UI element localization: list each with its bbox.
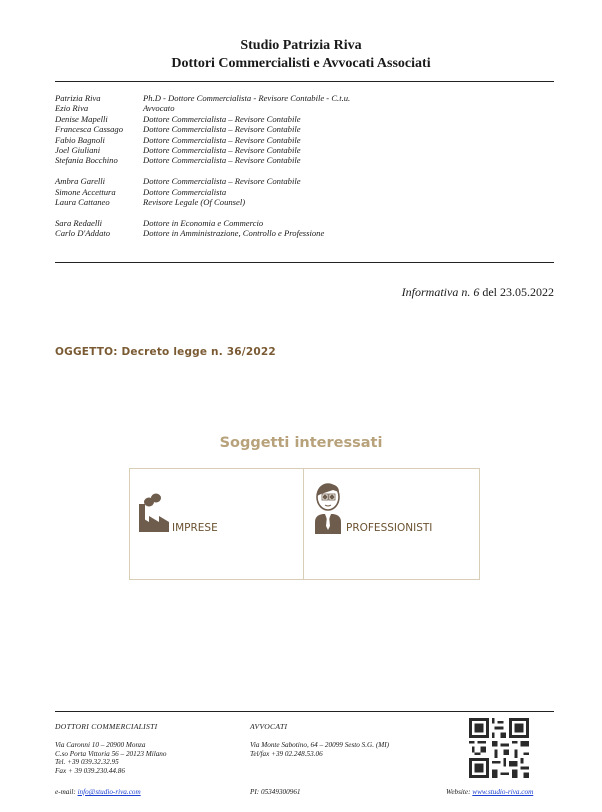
interested-parties-title: Soggetti interessati — [219, 435, 383, 451]
panel-divider — [303, 468, 304, 580]
staff-row: Patrizia Riva Ph.D - Dottore Commercialista - Revisore Contabile - C.t.u. — [55, 93, 351, 103]
factory-icon — [137, 492, 171, 534]
informativa-number: Informativa n. 6 — [401, 285, 480, 299]
staff-row: Francesca Cassago Dottore Commercialista – Revisore Contabile — [55, 124, 301, 135]
staff-row: Ezio Riva Avvocato — [55, 103, 175, 114]
staff-row: Ambra Garelli Dottore Commercialista – Revisore Contabile — [55, 176, 301, 187]
staff-row: Stefania Bocchino Dottore Commercialista – Revisore Contabile — [55, 155, 301, 166]
footer-avvocati-heading: AVVOCATI — [250, 722, 288, 731]
staff-gap — [55, 207, 350, 217]
footer-divider — [55, 711, 554, 712]
staff-list — [55, 93, 350, 239]
subject-line: OGGETTO: Decreto legge n. 36/2022 — [55, 346, 276, 358]
staff-row: Simone Accettura Dottore Commercialista — [55, 186, 227, 197]
staff-divider — [55, 262, 554, 263]
website-link[interactable]: www.studio-riva.com — [472, 788, 534, 796]
staff-gap — [55, 166, 350, 176]
informativa-line — [402, 285, 554, 300]
email-link[interactable]: info@studio-riva.com — [77, 788, 141, 796]
staff-row: Fabio Bagnoli Dottore Commercialista – Revisore Contabile — [55, 134, 301, 145]
staff-row: Joel Giuliani Dottore Commercialista – Revisore Contabile — [55, 145, 301, 156]
studio-name: Studio Patrizia Riva — [240, 38, 362, 53]
qr-code-icon — [468, 718, 530, 778]
imprese-label: IMPRESE — [172, 522, 218, 534]
header-divider — [55, 81, 554, 82]
footer-commercialisti-address: Via Caronni 10 – 20900 Monza C.so Porta Vittoria 56 – 20123 Milano Tel. +39 039.32.32.95 Fax + 39 039.230.44.86 — [55, 741, 167, 775]
professional-person-icon — [311, 482, 345, 534]
footer-vat-number: PI: 05349300961 — [250, 788, 301, 796]
staff-row: Sara Redaelli Dottore in Economia e Commercio — [55, 217, 264, 228]
staff-row: Laura Cattaneo Revisore Legale (Of Counsel) — [55, 197, 246, 208]
footer-website: Website: www.studio-riva.com — [446, 788, 534, 796]
footer-avvocati-address: Via Monte Sabotino, 64 – 20099 Sesto S.G. (MI) Tel/fax +39 02.248.53.06 — [250, 741, 390, 758]
professionisti-label: PROFESSIONISTI — [346, 522, 433, 534]
footer-email: e-mail: info@studio-riva.com — [55, 788, 141, 796]
studio-subtitle: Dottori Commercialisti e Avvocati Associati — [171, 56, 431, 71]
staff-row: Carlo D'Addato Dottore in Amministrazione, Controllo e Professione — [55, 228, 325, 239]
footer-commercialisti-heading: DOTTORI COMMERCIALISTI — [55, 722, 158, 731]
informativa-date: del 23.05.2022 — [482, 285, 554, 299]
staff-row: Denise Mapelli Dottore Commercialista – Revisore Contabile — [55, 113, 301, 124]
